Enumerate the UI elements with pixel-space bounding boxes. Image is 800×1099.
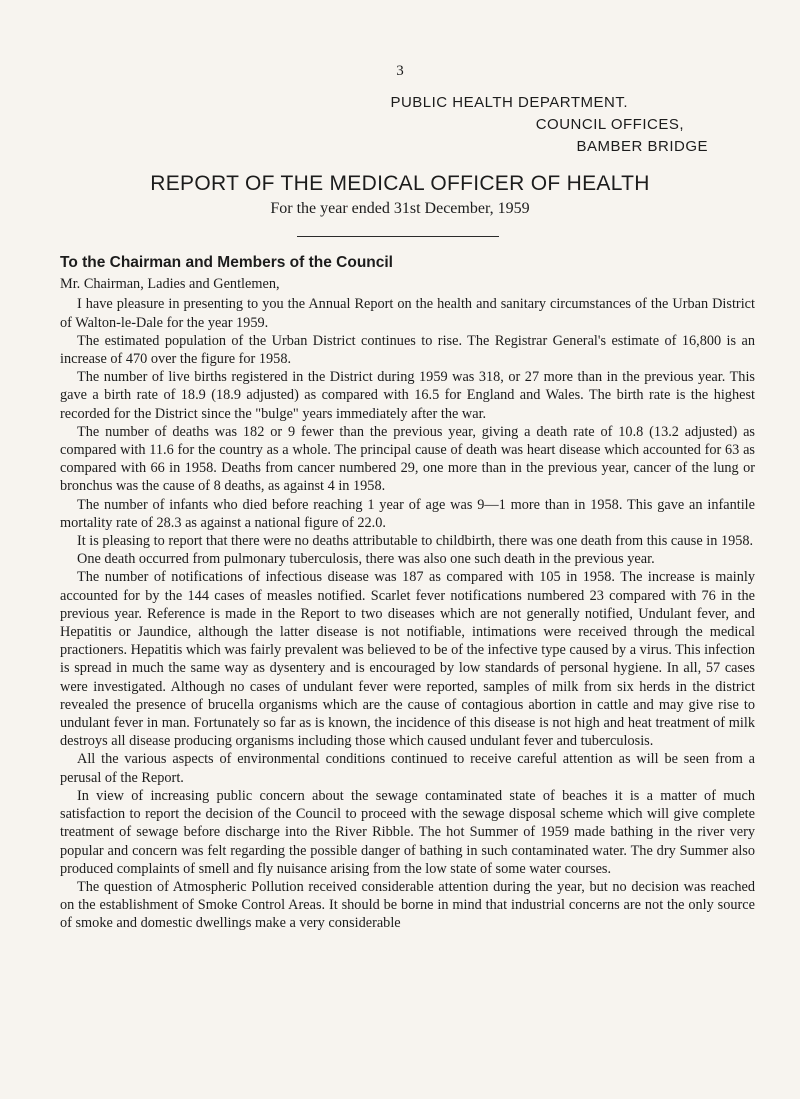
paragraph-maternal-deaths: It is pleasing to report that there were no deaths attributable to childbirth, there was one death from this cause in 1958.: [77, 533, 754, 550]
paragraph-atmospheric-pollution: The question of Atmospheric Pollution received considerable attention during the year, but no decision was reached on the establishment of Smoke Control Areas. It should be borne in mind that industrial concerns are not the only source of smoke and domestic dwellings make a very considerable: [60, 878, 755, 932]
paragraph-deaths: The number of deaths was 182 or 9 fewer than the previous year, giving a death rate of 10.8 (13.2 adjusted) as compared with 11.6 for the country as a whole. The principal cause of death was heart disease which accounted for 63 as compared with 66 in 1958. Deaths from cancer numbered 29, one more than in the previous year, cancer of the lung or bronchus was the cause of 8 deaths, as against 4 in 1958.: [60, 423, 755, 495]
page-number: 3: [396, 63, 404, 79]
office-name: COUNCIL OFFICES,: [535, 116, 684, 133]
paragraph-births: The number of live births registered in the District during 1959 was 318, or 27 more than in the previous year. This gave a birth rate of 18.9 (18.9 adjusted) as compared with 16.5 for England and Wales. The birth rate is the highest recorded for the District since the "bulge" years immediately after the war.: [60, 369, 755, 422]
department-address: [390, 92, 708, 158]
paragraph-tuberculosis: One death occurred from pulmonary tuberculosis, there was also one such death in the previous year.: [77, 551, 655, 568]
paragraph-infectious-disease: The number of notifications of infectious disease was 187 as compared with 105 in 1958. The increase is mainly accounted for by the 144 cases of measles notified. Scarlet fever notifications numbered 23 compared with 76 in the previous year. Reference is made in the Report to two diseases which are not generally notified, Undulant fever, and Hepatitis or Jaundice, although the latter disease is not notifiable, intimations were received through the medical practioners. Hepatitis which was fairly prevalent was believed to be of the infective type caused by a virus. This infection is spread in much the same way as dysentery and is encouraged by low standards of personal hygiene. In all, 57 cases were investigated. Although no cases of undulant fever were reported, samples of milk from six herds in the district revealed the presence of brucella organisms which are the cause of contagious abortion in cattle and may give rise to undulant fever in man. Fortunately so far as is known, the incidence of this disease is not high and heat treatment of milk destroys all disease producing organisms including those which caused undulant fever and tuberculosis.: [60, 569, 755, 750]
salutation: Mr. Chairman, Ladies and Gentlemen,: [60, 276, 280, 293]
paragraph-population: The estimated population of the Urban District continues to rise. The Registrar General's estimate of 16,800 is an increase of 470 over the figure for 1958.: [60, 332, 755, 368]
title-divider: [297, 236, 499, 237]
report-title: REPORT OF THE MEDICAL OFFICER OF HEALTH: [150, 172, 650, 195]
paragraph-introduction: I have pleasure in presenting to you the Annual Report on the health and sanitary circumstances of the Urban District of Walton-le-Dale for the year 1959.: [60, 296, 755, 331]
department-name: PUBLIC HEALTH DEPARTMENT.: [390, 94, 628, 111]
addressee: To the Chairman and Members of the Council: [60, 254, 393, 271]
paragraph-environmental: All the various aspects of environmental conditions continued to receive careful attention as will be seen from a perusal of the Report.: [60, 751, 755, 786]
paragraph-sewage: In view of increasing public concern about the sewage contaminated state of beaches it is a matter of much satisfaction to report the decision of the Council to proceed with the sewage disposal scheme which will give complete treatment of sewage before discharge into the River Ribble. The hot Summer of 1959 made bathing in the river very popular and concern was felt regarding the possible danger of bathing in such contaminated water. The dry Summer also produced complaints of smell and fly nuisance arising from the low state of some water courses.: [60, 787, 755, 877]
report-subtitle: For the year ended 31st December, 1959: [270, 200, 530, 217]
office-location: BAMBER BRIDGE: [576, 138, 708, 155]
paragraph-infant-mortality: The number of infants who died before reaching 1 year of age was 9—1 more than in 1958. This gave an infantile mortality rate of 28.3 as against a national figure of 22.0.: [60, 496, 755, 531]
letter-body: [60, 254, 755, 933]
